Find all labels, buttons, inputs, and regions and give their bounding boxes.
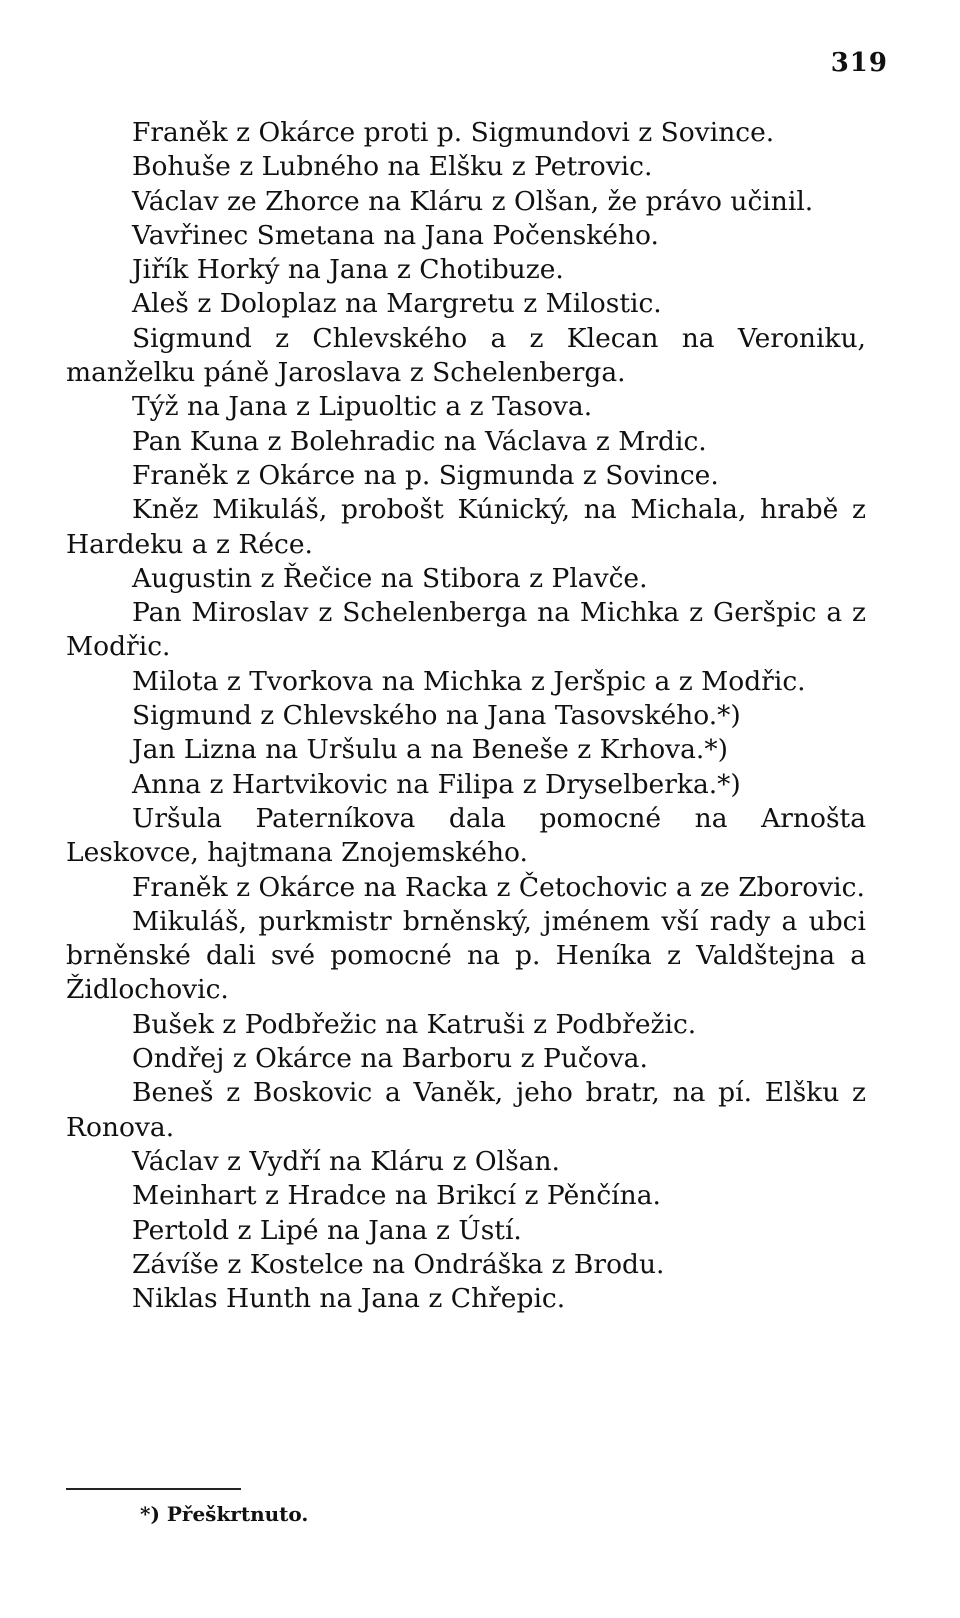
- entry: Augustin z Řečice na Stibora z Plavče.: [132, 562, 648, 594]
- entry: Týž na Jana z Lipuoltic a z Tasova.: [132, 391, 593, 423]
- entry: Václav ze Zhorce na Kláru z Olšan, že právo učinil.: [132, 185, 814, 217]
- footnote: *) Přeškrtnuto.: [140, 1502, 309, 1526]
- entry: Vavřinec Smetana na Jana Počenského.: [132, 219, 659, 251]
- entry: Beneš z Boskovic a Vaněk, jeho bratr, na pí. Elšku z Ronova.: [66, 1077, 866, 1143]
- entry: Uršula Paterníkova dala pomocné na Arnošta Leskovce, hajtmana Znojemského.: [66, 802, 866, 869]
- entry: Václav z Vydří na Kláru z Olšan.: [132, 1145, 560, 1177]
- entry: Pan Kuna z Bolehradic na Václava z Mrdic.: [132, 425, 707, 457]
- entry: Sigmund z Chlevského na Jana Tasovského.*): [132, 700, 741, 732]
- entry: Pan Miroslav z Schelenberga na Michka z Geršpic a z Modřic.: [66, 597, 866, 663]
- page-number: 319: [830, 48, 888, 78]
- entry: Sigmund z Chlevského a z Klecan na Veroniku, manželku páně Jaroslava z Schelenberga.: [66, 322, 866, 389]
- entry: Bohuše z Lubného na Elšku z Petrovic.: [132, 151, 653, 183]
- entry: Franěk z Okárce na Racka z Četochovic a ze Zborovic.: [132, 871, 865, 903]
- entry: Jiřík Horký na Jana z Chotibuze.: [132, 254, 564, 286]
- entry-list: [66, 116, 866, 1316]
- entry: Mikuláš, purkmistr brněnský, jménem vší rady a ubci brněnské dali své pomocné na p. Heníka z Valdštejna a Židlochovic.: [66, 905, 866, 1006]
- entry: Milota z Tvorkova na Michka z Jeršpic a z Modřic.: [132, 665, 806, 697]
- entry: Jan Lizna na Uršulu a na Beneše z Krhova.*): [132, 734, 728, 766]
- entry: Franěk z Okárce na p. Sigmunda z Sovince.: [132, 459, 719, 491]
- entry: Pertold z Lipé na Jana z Ústí.: [132, 1214, 522, 1246]
- entry: Niklas Hunth na Jana z Chřepic.: [132, 1283, 566, 1315]
- entry: Aleš z Doloplaz na Margretu z Milostic.: [132, 288, 662, 320]
- footnote-divider: [66, 1488, 241, 1490]
- entry: Ondřej z Okárce na Barboru z Pučova.: [132, 1043, 648, 1075]
- entry: Bušek z Podbřežic na Katruši z Podbřežic.: [132, 1008, 697, 1040]
- entry: Závíše z Kostelce na Ondráška z Brodu.: [132, 1248, 665, 1280]
- entry: Anna z Hartvikovic na Filipa z Dryselberka.*): [132, 768, 741, 800]
- entry: Kněz Mikuláš, probošt Kúnický, na Michala, hrabě z Hardeku a z Réce.: [66, 494, 866, 560]
- entry: Franěk z Okárce proti p. Sigmundovi z Sovince.: [132, 117, 775, 148]
- entry: Meinhart z Hradce na Brikcí z Pěnčína.: [132, 1180, 661, 1212]
